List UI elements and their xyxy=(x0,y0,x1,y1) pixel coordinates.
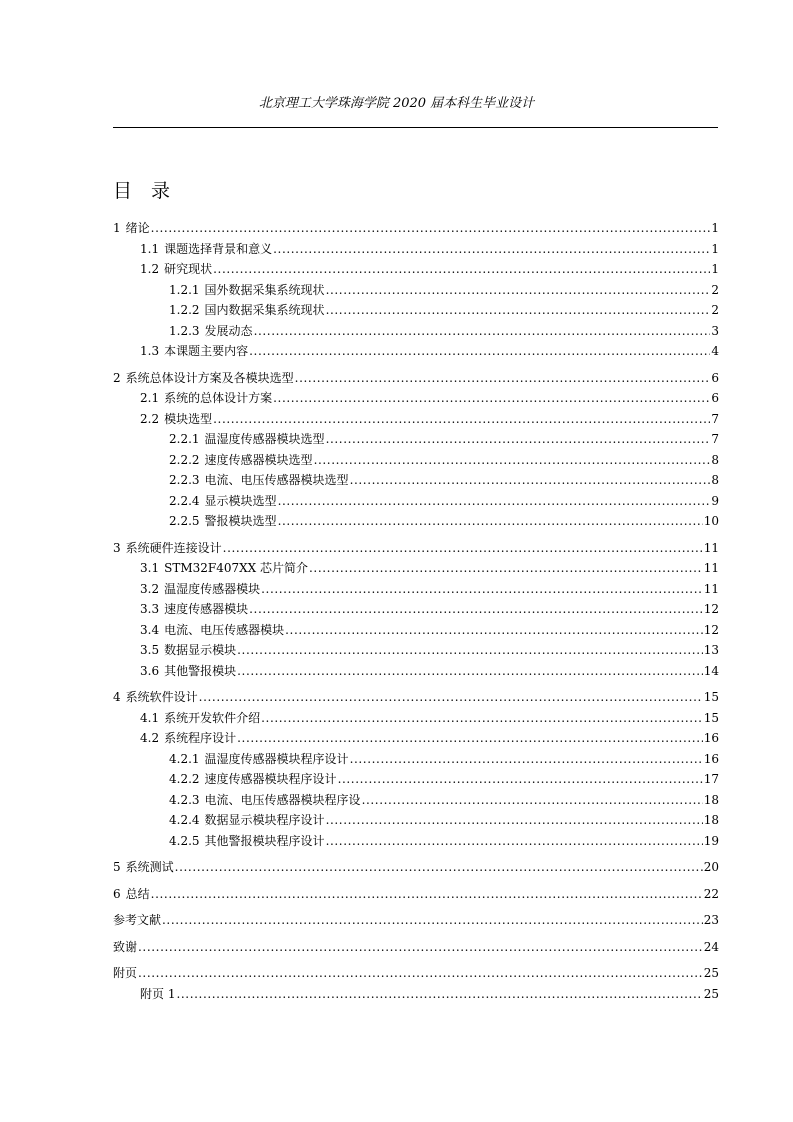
toc-entry-page: 16 xyxy=(703,751,719,766)
toc-entry-page: 2 xyxy=(711,282,719,297)
toc-entry[interactable] xyxy=(113,728,719,749)
toc-leader-dots xyxy=(314,450,711,471)
header-rule xyxy=(113,127,718,128)
toc-entry-title: 速度传感器模块程序设计 xyxy=(204,772,337,786)
toc-entry-page: 8 xyxy=(711,473,719,487)
toc-entry-title: 其他警报模块 xyxy=(164,663,237,678)
toc-entry-page: 22 xyxy=(703,886,719,901)
toc-entry-title: 本课题主要内容 xyxy=(164,344,249,358)
toc-entry[interactable] xyxy=(113,409,719,430)
toc-entry-page: 19 xyxy=(703,833,719,848)
toc-leader-dots xyxy=(362,790,703,811)
toc-entry[interactable] xyxy=(113,984,719,1005)
toc-entry-title: 系统的总体设计方案 xyxy=(164,391,273,405)
toc-entry-title: 国外数据采集系统现状 xyxy=(204,282,325,297)
toc-leader-dots xyxy=(278,511,703,532)
toc-entry[interactable] xyxy=(113,599,719,620)
toc-entry-number: 4.2.3 xyxy=(169,792,200,807)
toc-entry-number: 2.2.5 xyxy=(169,514,200,528)
toc-entry-title: 发展动态 xyxy=(204,323,253,338)
toc-entry-title: 参考文献 xyxy=(113,913,162,927)
toc-entry-page: 7 xyxy=(711,432,719,446)
toc-entry-number: 5 xyxy=(113,860,121,874)
toc-entry[interactable] xyxy=(113,831,719,852)
toc-entry[interactable] xyxy=(113,790,719,811)
toc-entry-title: 电流、电压传感器模块程序设 xyxy=(204,792,361,807)
toc-entry-page: 9 xyxy=(711,493,719,508)
toc-entry[interactable] xyxy=(113,511,719,532)
toc-entry[interactable] xyxy=(113,558,719,579)
toc-entry[interactable] xyxy=(113,937,719,958)
toc-entry[interactable] xyxy=(113,579,719,600)
toc-entry[interactable] xyxy=(113,963,719,984)
toc-entry-title: 课题选择背景和意义 xyxy=(164,241,273,256)
toc-leader-dots xyxy=(254,321,711,342)
toc-entry-title: 系统测试 xyxy=(125,860,174,874)
toc-entry-number: 4.1 xyxy=(140,710,160,725)
toc-entry-number: 2.2.3 xyxy=(169,473,200,487)
toc-entry-number: 3.1 xyxy=(140,561,160,575)
toc-entry-page: 1 xyxy=(711,221,719,235)
toc-entry-page: 8 xyxy=(711,452,719,467)
toc-entry-page: 11 xyxy=(703,561,719,575)
toc-entry[interactable] xyxy=(113,470,719,491)
toc-entry-number: 4.2.4 xyxy=(169,813,200,827)
toc-entry[interactable] xyxy=(113,341,719,362)
toc-entry-title: 电流、电压传感器模块选型 xyxy=(204,473,349,487)
toc-entry-number: 2.2.4 xyxy=(169,493,200,508)
toc-entry-number: 2.2.1 xyxy=(169,432,200,446)
toc-entry-title: 警报模块选型 xyxy=(204,514,277,528)
toc-entry-page: 14 xyxy=(703,663,719,678)
toc-leader-dots xyxy=(249,599,703,620)
toc-entry[interactable] xyxy=(113,884,719,905)
toc-entry-number: 1.2.2 xyxy=(169,303,200,317)
toc-entry-number: 3.3 xyxy=(140,602,160,616)
toc-entry-page: 11 xyxy=(703,581,719,596)
toc-entry-number: 4.2.1 xyxy=(169,751,200,766)
toc-leader-dots xyxy=(175,857,703,878)
toc-entry-number: 1.2 xyxy=(140,262,160,276)
toc-leader-dots xyxy=(176,984,702,1005)
toc-entry[interactable] xyxy=(113,239,719,260)
toc-entry-page: 1 xyxy=(711,241,719,256)
toc-entry-number: 3 xyxy=(113,540,121,555)
toc-entry-title: 速度传感器模块选型 xyxy=(204,452,313,467)
toc-entry[interactable] xyxy=(113,708,719,729)
toc-leader-dots xyxy=(326,280,711,301)
toc-entry-page: 15 xyxy=(703,690,719,704)
toc-entry[interactable] xyxy=(113,280,719,301)
toc-leader-dots xyxy=(138,937,703,958)
toc-entry[interactable] xyxy=(113,640,719,661)
toc-entry-title: 速度传感器模块 xyxy=(164,602,249,616)
toc-entry-title: 数据显示模块 xyxy=(164,643,237,657)
toc-entry[interactable] xyxy=(113,857,719,878)
toc-leader-dots xyxy=(326,810,703,831)
toc-entry-title: 温湿度传感器模块选型 xyxy=(204,432,325,446)
toc-entry-number: 3.4 xyxy=(140,622,160,637)
toc-entry-page: 20 xyxy=(703,860,719,874)
toc-leader-dots xyxy=(162,910,703,931)
toc-entry-title: 总结 xyxy=(125,886,150,901)
toc-entry[interactable] xyxy=(113,661,719,682)
toc-leader-dots xyxy=(350,470,711,491)
toc-entry-title: 附页 1 xyxy=(140,986,176,1001)
toc-entry[interactable] xyxy=(113,687,719,708)
toc-entry-title: 系统开发软件介绍 xyxy=(164,710,261,725)
toc-entry-page: 12 xyxy=(703,622,719,637)
toc-entry-title: 温湿度传感器模块 xyxy=(164,581,261,596)
toc-entry-title: 致谢 xyxy=(113,939,138,954)
toc-entry-page: 7 xyxy=(711,411,719,426)
toc-entry-title: 系统软件设计 xyxy=(125,690,198,704)
toc-entry[interactable] xyxy=(113,769,719,790)
toc-leader-dots xyxy=(213,409,710,430)
toc-entry-page: 18 xyxy=(703,813,719,827)
toc-entry-page: 12 xyxy=(703,602,719,616)
toc-leader-dots xyxy=(338,769,703,790)
toc-leader-dots xyxy=(261,579,703,600)
toc-entry-page: 2 xyxy=(711,303,719,317)
toc-entry-title: 模块选型 xyxy=(164,411,213,426)
toc-entry-number: 1 xyxy=(113,221,121,235)
toc-entry-number: 1.2.3 xyxy=(169,323,200,338)
toc-leader-dots xyxy=(309,558,703,579)
toc-entry-page: 23 xyxy=(703,913,719,927)
toc-entry-number: 2.2.2 xyxy=(169,452,200,467)
toc-leader-dots xyxy=(223,538,703,559)
toc-entry[interactable] xyxy=(113,429,719,450)
toc-entry-page: 6 xyxy=(711,370,719,385)
toc-entry-page: 3 xyxy=(711,323,719,338)
toc-entry-number: 4.2.2 xyxy=(169,772,200,786)
toc-entry-page: 6 xyxy=(711,391,719,405)
toc-entry[interactable] xyxy=(113,218,719,239)
toc-entry-number: 4.2.5 xyxy=(169,833,200,848)
toc-entry-page: 18 xyxy=(703,792,719,807)
toc-leader-dots xyxy=(151,218,711,239)
toc-leader-dots xyxy=(295,368,711,389)
toc-entry[interactable] xyxy=(113,620,719,641)
toc-leader-dots xyxy=(213,259,710,280)
toc-leader-dots xyxy=(285,620,703,641)
toc-entry-page: 17 xyxy=(703,772,719,786)
toc-leader-dots xyxy=(237,640,703,661)
toc-entry-title: 系统总体设计方案及各模块选型 xyxy=(125,370,294,385)
toc-entry-page: 25 xyxy=(703,966,719,980)
toc-leader-dots xyxy=(350,749,703,770)
toc-entry[interactable] xyxy=(113,321,719,342)
toc-entry-page: 4 xyxy=(711,344,719,358)
toc-entry-number: 4 xyxy=(113,690,121,704)
toc-leader-dots xyxy=(326,831,703,852)
toc-entry-page: 1 xyxy=(711,262,719,276)
toc-title: 目录 xyxy=(113,180,190,202)
toc-entry[interactable] xyxy=(113,910,719,931)
toc-entry-page: 15 xyxy=(703,710,719,725)
toc-entry[interactable] xyxy=(113,300,719,321)
toc-entry[interactable] xyxy=(113,388,719,409)
toc-entry[interactable] xyxy=(113,491,719,512)
toc-leader-dots xyxy=(273,239,710,260)
toc-leader-dots xyxy=(278,491,711,512)
toc-entry-title: 电流、电压传感器模块 xyxy=(164,622,285,637)
toc-leader-dots xyxy=(326,300,711,321)
toc-entry[interactable] xyxy=(113,259,719,280)
page-header: 北京理工大学珠海学院 2020 届本科生毕业设计 xyxy=(258,96,535,111)
toc-entry-title: 其他警报模块程序设计 xyxy=(204,833,325,848)
toc-entry-title: 研究现状 xyxy=(164,262,213,276)
toc-entry[interactable] xyxy=(113,368,719,389)
toc-leader-dots xyxy=(237,661,703,682)
toc-entry-number: 1.2.1 xyxy=(169,282,200,297)
toc-entry-number: 1.1 xyxy=(140,241,160,256)
toc-leader-dots xyxy=(237,728,703,749)
toc-entry-title: 系统硬件连接设计 xyxy=(125,540,222,555)
toc-entry-number: 3.6 xyxy=(140,663,160,678)
toc-leader-dots xyxy=(261,708,703,729)
toc-entry-number: 3.2 xyxy=(140,581,160,596)
toc-entry-title: 数据显示模块程序设计 xyxy=(204,813,325,827)
toc-entry-title: 绪论 xyxy=(125,221,150,235)
toc-entry[interactable] xyxy=(113,810,719,831)
toc-entry-number: 1.3 xyxy=(140,344,160,358)
toc-entry-number: 2.1 xyxy=(140,391,160,405)
toc-leader-dots xyxy=(199,687,703,708)
toc-entry-title: 附页 xyxy=(113,966,138,980)
toc-leader-dots xyxy=(273,388,710,409)
toc-leader-dots xyxy=(249,341,710,362)
toc-entry-page: 16 xyxy=(703,731,719,745)
toc-entry-title: 国内数据采集系统现状 xyxy=(204,303,325,317)
toc-leader-dots xyxy=(138,963,703,984)
toc-leader-dots xyxy=(151,884,703,905)
toc-entry-title: 显示模块选型 xyxy=(204,493,277,508)
toc-entry-title: STM32F407XX 芯片简介 xyxy=(164,561,309,575)
toc-entry[interactable] xyxy=(113,450,719,471)
toc-entry-page: 10 xyxy=(703,514,719,528)
toc-leader-dots xyxy=(326,429,711,450)
toc-entry-page: 24 xyxy=(703,939,719,954)
toc-entry-title: 系统程序设计 xyxy=(164,731,237,745)
toc-entry-number: 2 xyxy=(113,370,121,385)
toc-entry[interactable] xyxy=(113,538,719,559)
toc-entry[interactable] xyxy=(113,749,719,770)
toc-entry-page: 13 xyxy=(703,643,719,657)
table-of-contents xyxy=(113,218,719,1004)
toc-entry-page: 11 xyxy=(703,540,719,555)
toc-entry-page: 25 xyxy=(703,986,719,1001)
toc-entry-number: 4.2 xyxy=(140,731,160,745)
toc-entry-number: 2.2 xyxy=(140,411,160,426)
toc-entry-number: 3.5 xyxy=(140,643,160,657)
toc-entry-number: 6 xyxy=(113,886,121,901)
toc-entry-title: 温湿度传感器模块程序设计 xyxy=(204,751,349,766)
